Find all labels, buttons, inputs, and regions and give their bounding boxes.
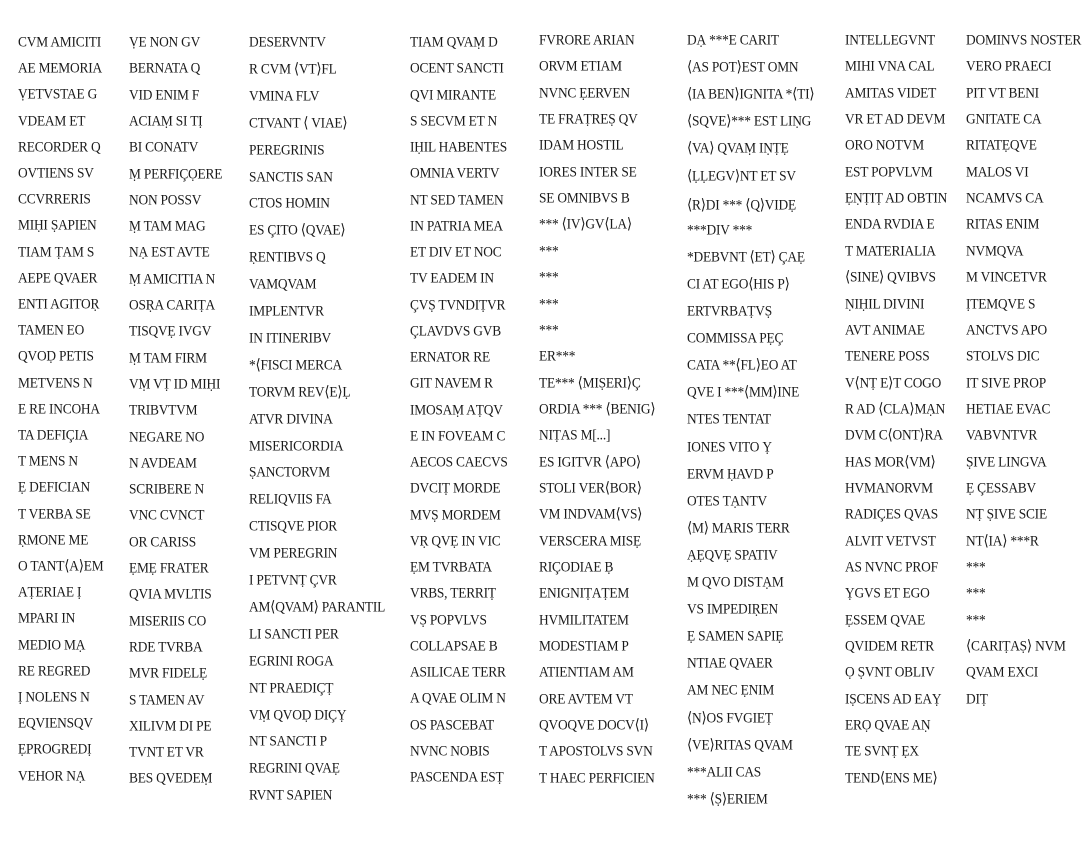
text-line: OSṚA CARIṬA xyxy=(129,296,215,313)
text-line: CCVRRERIS xyxy=(18,190,91,207)
text-line: ỊTEMQVE S xyxy=(966,294,1036,312)
text-line: OS PASCEBAT xyxy=(410,715,495,733)
text-line: O TANT⟨A⟩EM xyxy=(18,557,104,574)
text-line: HETIAE EVAC xyxy=(966,399,1051,417)
text-line: ORVM ETIAM xyxy=(539,57,622,75)
text-line: Ṃ PERFIÇỌERE xyxy=(129,164,223,182)
text-line: LI SANCTI PER xyxy=(249,624,339,642)
text-line: Ṃ AMICITIA N xyxy=(129,269,216,287)
text-line: REGRINI QVAẸ xyxy=(249,759,340,777)
text-line: R AD ⟨CLA⟩MẠN xyxy=(845,399,946,417)
text-line: OVTIENS SV xyxy=(18,164,94,181)
text-line: METVENS N xyxy=(18,373,93,391)
text-line: ATIENTIAM AM xyxy=(539,663,634,681)
text-line: QVOQVE DOCV⟨I⟩ xyxy=(539,716,649,733)
text-line: M VINCETVR xyxy=(966,268,1047,285)
text-line: ỴGVS ET EGO xyxy=(845,584,930,602)
text-line: A QVAE OLIM N xyxy=(410,689,506,707)
text-line: GIT NAVEM R xyxy=(410,374,493,392)
text-line: TE SVNṬ ẸX xyxy=(845,742,919,760)
text-line: ṢIVE LINGVA xyxy=(966,452,1047,470)
text-line: ẸPROGREDỊ xyxy=(18,740,92,758)
text-line: E RE INCOHA xyxy=(18,399,100,417)
text-line: ẠẸQVẸ SPATIV xyxy=(687,545,778,563)
text-line: Ị NOLENS N xyxy=(18,688,90,705)
text-line: IMOSAṂ AṬQV xyxy=(410,400,503,418)
text-line: ⟨AS POT⟩EST OMN xyxy=(687,58,799,75)
text-line: ⟨N⟩OS FVGIEṬ xyxy=(687,708,773,726)
text-line: ***DIV *** xyxy=(687,220,753,238)
text-line: ET DIV ET NOC xyxy=(410,243,502,260)
text-line: PEREGRINIS xyxy=(249,140,325,158)
text-line: TRIBVTVM xyxy=(129,401,198,418)
text-line: MVR FIDELẸ xyxy=(129,664,207,681)
text-line: *** xyxy=(966,584,986,602)
text-line: ERNATOR RE xyxy=(410,348,490,365)
text-line: *** xyxy=(966,558,986,575)
text-line: TAMEN EO xyxy=(18,321,85,338)
text-line: ORO NOTVM xyxy=(845,136,924,154)
text-line: ⟨SINE⟩ QVIBVS xyxy=(845,268,936,285)
text-line: ENDA RVDIA E xyxy=(845,215,935,233)
text-line: RE REGRED xyxy=(18,661,91,679)
text-line: Ṃ TAM FIRM xyxy=(129,348,207,366)
text-line: ⟨R⟩DI *** ⟨Q⟩VIDẸ xyxy=(687,195,796,213)
text-line: NON POSSV xyxy=(129,190,202,208)
text-line: QVI MIRANTE xyxy=(410,85,496,103)
text-line: BES QVEDEṂ xyxy=(129,769,213,787)
text-line: RELIQVIIS FA xyxy=(249,490,332,508)
text-line: ERTVRBAṬVṢ xyxy=(687,302,772,319)
text-line: QVOḌ PETIS xyxy=(18,347,94,365)
text-line: CVM AMICITI xyxy=(18,33,101,50)
text-line: NIṬAS M[...] xyxy=(539,426,611,444)
text-line: QVE I ***⟨MM⟩INE xyxy=(687,383,800,401)
text-line: AECOS CAECVS xyxy=(410,453,508,470)
text-line: MPARI IN xyxy=(18,609,76,627)
text-line: VID ENIM F xyxy=(129,85,200,103)
text-line: ERỌ QVAE AṆ xyxy=(845,716,931,733)
text-line: *DEBVNT ⟨ET⟩ ÇAẸ xyxy=(687,247,805,265)
text-line: MIHI VNA CAL xyxy=(845,57,935,75)
text-line: QVAM EXCI xyxy=(966,663,1038,681)
text-line: ⟨VE⟩RITAS QVAM xyxy=(687,735,793,753)
text-line: NT SED TAMEN xyxy=(410,190,504,208)
text-line: ER*** xyxy=(539,347,576,364)
text-line: Ẹ SAMEN SAPIẸ xyxy=(687,627,784,644)
text-line: TORVM REV⟨E⟩Ḷ xyxy=(249,382,351,400)
text-line: NT SANCTI P xyxy=(249,732,327,750)
text-line: S TAMEN AV xyxy=(129,690,205,708)
text-line: CATA **⟨FL⟩EO AT xyxy=(687,356,797,373)
text-line: ⟨IA BEN⟩IGNITA *⟨TI⟩ xyxy=(687,85,815,102)
text-line: VAMQVAM xyxy=(249,275,317,292)
text-line: ANCTVS APO xyxy=(966,320,1047,338)
text-line: ACIAṂ SI TỊ xyxy=(129,111,203,129)
text-line: ⟨CARIṬAṢ⟩ NVM xyxy=(966,637,1066,654)
text-line: OCENT SANCTI xyxy=(410,59,504,77)
text-line: VR ET AD DEVM xyxy=(845,110,946,127)
text-line: EST POPVLVM xyxy=(845,162,933,180)
text-line: MALOS VI xyxy=(966,162,1029,180)
text-line: M QVO DISTẠM xyxy=(687,573,784,590)
text-line: ṚMONE ME xyxy=(18,530,89,548)
text-line: NTIAE QVAER xyxy=(687,654,773,672)
text-line: ⟨VA⟩ QVAṂ IṆṬẸ xyxy=(687,139,789,157)
text-line: ṾETVSTAE G xyxy=(18,85,98,103)
text-line: R CVM ⟨VT⟩FL xyxy=(249,59,337,77)
text-line: ⟨ḶḶEGV⟩NT ET SV xyxy=(687,166,796,184)
text-line: BI CONATV xyxy=(129,138,199,155)
text-line: TENERE POSS xyxy=(845,347,930,364)
text-line: ṆIḤIL DIVINI xyxy=(845,294,925,312)
text-line: AM⟨QVAM⟩ PARANTIL xyxy=(249,597,386,615)
text-line: DESERVNTV xyxy=(249,33,326,50)
text-line: DVCIṬ MORDE xyxy=(410,479,501,497)
text-line: VṂ QVOḌ DIÇỴ xyxy=(249,705,347,723)
text-line: Ṃ TAM MAG xyxy=(129,217,206,234)
text-line: GNITATE CA xyxy=(966,110,1042,127)
text-line: SE OMNIBVS B xyxy=(539,189,630,206)
text-line: IMPLENTVR xyxy=(249,302,324,319)
text-line: CTVANT ⟨ VIAE⟩ xyxy=(249,113,348,131)
text-line: DẠ ***E CARIT xyxy=(687,31,779,48)
text-line: RECORDER Q xyxy=(18,137,101,155)
text-line: HAS MOR⟨VM⟩ xyxy=(845,452,936,470)
text-line: FVRORE ARIAN xyxy=(539,31,635,48)
text-line: NCAMVS CA xyxy=(966,189,1044,206)
text-line: ẸM TVRBATA xyxy=(410,558,492,575)
text-line: VEHOR NẠ xyxy=(18,766,86,784)
text-line: COMMISSA PẸÇ xyxy=(687,329,784,346)
text-line: I PETVNṬ ÇVR xyxy=(249,571,337,588)
text-line: *⟨FISCI MERCA xyxy=(249,355,343,373)
text-line: OMNIA VERTV xyxy=(410,164,500,182)
text-line: TEND⟨ENS ME⟩ xyxy=(845,768,938,786)
text-line: ⟨SQVE⟩*** EST LIṆG xyxy=(687,112,812,130)
text-line: Ọ ṢVNT OBLIV xyxy=(845,663,935,681)
text-line: MISERICORDIA xyxy=(249,436,344,454)
text-line: NVMQVA xyxy=(966,241,1024,259)
text-line: AVT ANIMAE xyxy=(845,320,925,338)
text-line: DOMINVS NOSTER xyxy=(966,31,1082,48)
text-line: DIṬ xyxy=(966,689,988,707)
text-line: TV EADEM IN xyxy=(410,269,494,287)
text-line: ẸMẸ FRATER xyxy=(129,559,209,576)
text-line: ẸSSEM QVAE xyxy=(845,610,925,628)
text-line: ⟨M⟩ MARIS TERR xyxy=(687,518,790,536)
text-line: BERNATA Q xyxy=(129,59,201,77)
text-line: RITAS ENIM xyxy=(966,215,1040,233)
text-line: TISQVẸ IVGV xyxy=(129,322,212,340)
text-line: NVNC ẸERVEN xyxy=(539,83,630,101)
text-line: HVMANORVM xyxy=(845,478,933,496)
text-line: MODESTIAM P xyxy=(539,637,629,654)
text-line: ÇVṢ TVNDIṬVR xyxy=(410,295,506,313)
text-line: NṬ ṢIVE SCIE xyxy=(966,505,1047,523)
text-line: ES IGITVR ⟨APO⟩ xyxy=(539,452,641,470)
text-line: NẠ EST AVTE xyxy=(129,243,210,261)
text-line: AMITAS VIDET xyxy=(845,83,937,101)
text-line: IT SIVE PROP xyxy=(966,373,1046,391)
text-line: NT⟨IA⟩ ***R xyxy=(966,531,1039,549)
text-line: T HAEC PERFICIEN xyxy=(539,768,655,786)
text-line: NEGARE NO xyxy=(129,427,205,445)
text-line: CTOS HOMIN xyxy=(249,194,330,212)
text-line: ORE AVTEM VT xyxy=(539,689,633,707)
text-line: ẸṆṬIṬ AD OBTIN xyxy=(845,189,948,206)
text-line: IDAM HOSTIL xyxy=(539,136,624,154)
text-line: ATVR DIVINA xyxy=(249,409,333,427)
text-line: AS NVNC PROF xyxy=(845,558,938,575)
text-line: ORDIA *** ⟨BENIG⟩ xyxy=(539,399,656,417)
text-line: NT PRAEDIÇṬ xyxy=(249,678,334,696)
text-line: MISERIIS CO xyxy=(129,611,207,629)
text-line: *** xyxy=(966,610,986,628)
text-line: ASILICAE TERR xyxy=(410,663,506,680)
text-line: IḤIL HABENTES xyxy=(410,138,507,155)
text-line: COLLAPSAE B xyxy=(410,636,498,654)
text-line: T VERBA SE xyxy=(18,504,91,522)
text-line: CI AT EGO⟨HIS P⟩ xyxy=(687,274,790,292)
text-line: TA DEFIÇIA xyxy=(18,426,89,443)
text-line: E IN FOVEAM C xyxy=(410,426,506,444)
text-line: VS IMPEDIṚEN xyxy=(687,600,778,617)
text-line: HVMILITATEM xyxy=(539,610,629,628)
text-line: V⟨NṬ E⟩T COGO xyxy=(845,373,942,391)
text-line: VṚ QVẸ IN VIC xyxy=(410,531,501,549)
text-line: SCRIBERE N xyxy=(129,480,205,497)
text-line: VMINA FLV xyxy=(249,86,320,104)
text-line: OR CARISS xyxy=(129,532,197,550)
text-line: ENIGNIṬAṬEM xyxy=(539,584,630,602)
text-line: TIAM ṬAM S xyxy=(18,242,95,260)
text-line: *** xyxy=(539,241,559,259)
text-line: RADIÇES QVAS xyxy=(845,505,938,523)
text-line: *** ⟨Ṣ⟩ERIEM xyxy=(687,789,768,807)
text-line: STOLI VER⟨BOR⟩ xyxy=(539,478,642,496)
text-line: NTES TENTAT xyxy=(687,410,771,428)
text-line: STOLVS DIC xyxy=(966,347,1040,364)
text-line: RDE TVRBA xyxy=(129,637,203,655)
text-line: VRBS, TERRIṬ xyxy=(410,584,496,602)
text-line: ṢANCTORVM xyxy=(249,463,330,481)
text-line: ALVIT VETVST xyxy=(845,531,936,549)
text-line: TE*** ⟨MIṢERI⟩Ç xyxy=(539,373,641,391)
text-line: VṂ VṬ ID MIḤI xyxy=(129,374,221,392)
text-line: *** xyxy=(539,294,559,312)
text-line: SANCTIS SAN xyxy=(249,167,333,185)
text-line: IṢCENS AD EAỴ xyxy=(845,689,942,707)
text-line: MEDIO MẠ xyxy=(18,635,86,653)
text-line: T APOSTOLVS SVN xyxy=(539,742,653,760)
text-line: Ẹ ÇESSABV xyxy=(966,478,1037,496)
text-line: INTELLEGVNT xyxy=(845,31,936,48)
text-line: VM PEREGRIN xyxy=(249,544,338,561)
text-line: ***ALII CAS xyxy=(687,762,762,780)
text-line: VABVNTVR xyxy=(966,426,1038,444)
text-line: PIT VT BENI xyxy=(966,83,1039,101)
text-line: QVIA MVLTIS xyxy=(129,585,212,603)
text-line: MVṢ MORDEM xyxy=(410,505,501,523)
text-line: ES ÇITO ⟨QVAE⟩ xyxy=(249,221,346,239)
text-line: IN PATRIA MEA xyxy=(410,216,503,234)
text-line: ṚENTIBVS Q xyxy=(249,248,326,265)
text-line: TVNT ET VR xyxy=(129,743,204,760)
text-line: VDEAM ET xyxy=(18,111,86,129)
text-line: N AVDEAM xyxy=(129,453,197,471)
text-line: NVNC NOBIS xyxy=(410,741,490,759)
text-line: DVM C⟨ONT⟩RA xyxy=(845,426,943,444)
text-line: VNC CVNCT xyxy=(129,506,205,524)
text-line: RVNT SAPIEN xyxy=(249,786,333,803)
text-line: IONES VITO Ỵ xyxy=(687,437,772,455)
text-line: RITATẸQVE xyxy=(966,136,1037,154)
text-line: AM NEC ẸNIM xyxy=(687,681,775,699)
text-line: VERO PRAECI xyxy=(966,57,1052,75)
text-line: EGRINI ROGA xyxy=(249,651,334,669)
text-line: VM INDVAM⟨VS⟩ xyxy=(539,505,643,523)
text-line: T MENS N xyxy=(18,452,78,469)
text-line: AEPE QVAER xyxy=(18,268,98,286)
text-line: TIAM QVAṂ D xyxy=(410,33,498,50)
text-line: MIḤI ṢAPIEN xyxy=(18,216,97,234)
text-line: *** xyxy=(539,268,559,285)
text-line: ENTI AGITOṚ xyxy=(18,295,100,312)
text-line: ṾE NON GV xyxy=(129,33,201,50)
text-line: QVIDEM RETR xyxy=(845,637,934,654)
text-line: ÇLAVDVS GVB xyxy=(410,321,501,339)
text-line: ERVM ḤAVD P xyxy=(687,464,774,482)
text-line: OTES TẠNTV xyxy=(687,491,767,509)
text-line: *** xyxy=(539,320,559,338)
text-line: VṢ POPVLVS xyxy=(410,610,487,628)
text-line: S SECVM ET N xyxy=(410,111,498,129)
text-line: Ẹ DEFICIAN xyxy=(18,478,91,496)
text-line: *** ⟨IV⟩GV⟨LA⟩ xyxy=(539,215,632,233)
text-line: TE FRAṬREṢ QV xyxy=(539,110,638,127)
text-line: EQVIENSQV xyxy=(18,714,93,731)
text-line: PASCENDA ESṬ xyxy=(410,768,504,785)
text-line: XILIVM DI PE xyxy=(129,716,212,734)
text-line: IORES INTER SE xyxy=(539,162,637,180)
text-line: RIÇODIAE Ḅ xyxy=(539,558,614,575)
text-line: AE MEMORIA xyxy=(18,59,102,76)
text-line: VERSCERA MISẸ xyxy=(539,531,641,549)
text-line: CTISQVE PIOR xyxy=(249,517,337,534)
text-line: AṬERIAE Ị xyxy=(18,583,82,600)
text-line: IN ITINERIBV xyxy=(249,328,332,346)
text-line: T MATERIALIA xyxy=(845,241,936,259)
